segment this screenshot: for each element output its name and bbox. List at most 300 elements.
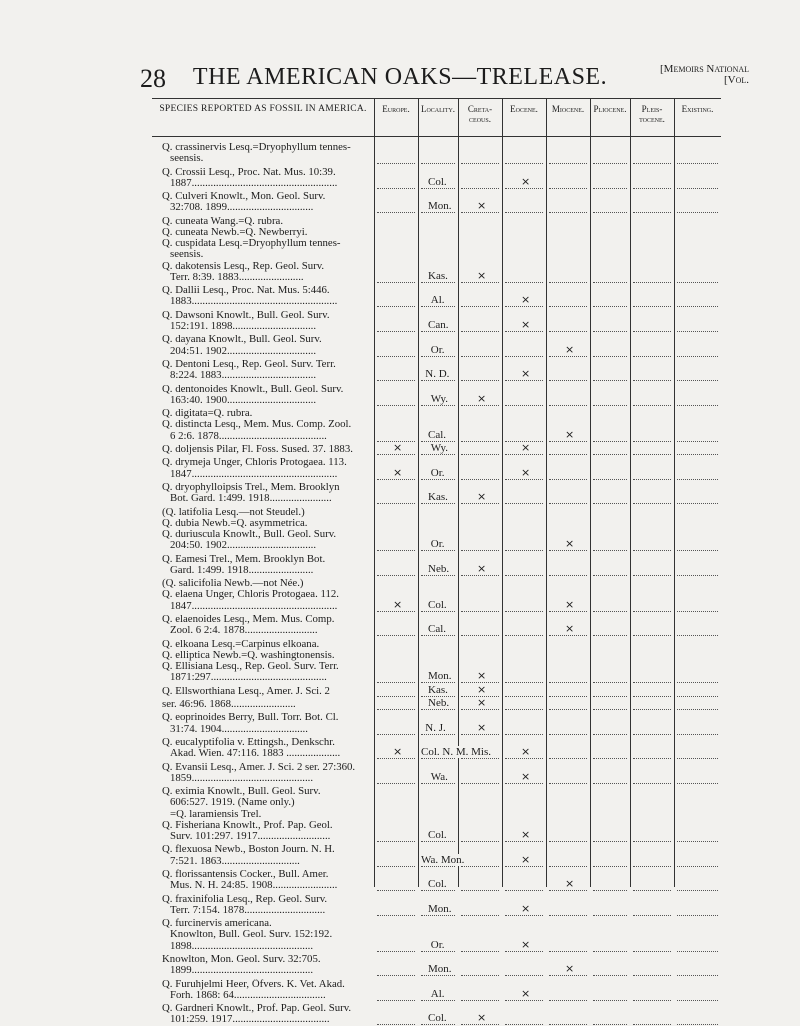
table-row: [152, 669, 721, 684]
dot-leader: [377, 540, 415, 551]
species-line: Q. cuspidata Lesq.=Dryophyllum tennes-: [162, 238, 341, 250]
dot-leader: [549, 1014, 587, 1025]
dot-leader: [549, 941, 587, 952]
dot-leader: [593, 321, 627, 332]
occurrence-mark: ×: [521, 901, 531, 915]
species-line: seensis.: [170, 249, 204, 261]
dot-leader: [461, 625, 499, 636]
dot-leader: [377, 272, 415, 283]
species-line: Q. Dallii Lesq., Proc. Nat. Mus. 5:446.: [162, 285, 330, 297]
table-row: [152, 622, 721, 637]
dot-leader: [593, 202, 627, 213]
dot-leader: [593, 493, 627, 504]
dot-leader: [377, 395, 415, 406]
table-row: [152, 986, 721, 1002]
dot-leader: [549, 773, 587, 784]
species-line: Q. elaena Unger, Chloris Protogaea. 112.: [162, 589, 339, 601]
dot-leader: [461, 444, 499, 455]
dot-leader: [593, 905, 627, 916]
dot-leader: [461, 431, 499, 442]
species-line: =Q. laramiensis Trel.: [170, 808, 262, 820]
occurrence-mark: ×: [521, 318, 531, 331]
locality-cell: Kas.: [428, 269, 448, 282]
occurrence-mark: ×: [477, 199, 487, 213]
dot-leader: [377, 699, 415, 710]
dot-leader: [505, 431, 543, 442]
table-row: [152, 937, 721, 953]
dot-leader: [677, 444, 718, 455]
dot-leader: [677, 346, 718, 357]
species-line: 101:259. 1917....................................: [170, 1014, 330, 1026]
occurrence-mark: ×: [521, 828, 531, 841]
dot-leader: [677, 724, 718, 735]
locality-cell: N. D.: [425, 368, 450, 381]
dot-leader: [677, 880, 718, 891]
occurrence-mark: ×: [393, 465, 403, 479]
species-line: Zool. 6 2:4. 1878...........................: [170, 625, 318, 637]
locality-cell: Or.: [430, 538, 445, 551]
species-line: (Q. latifolia Lesq.—not Steudel.): [162, 506, 305, 518]
dot-leader: [677, 1014, 718, 1025]
series-label: [596, 64, 749, 86]
dot-leader: [461, 965, 499, 976]
dot-leader: [461, 178, 499, 189]
dot-leader: [505, 724, 543, 735]
species-line: Q. Crossii Lesq., Proc. Nat. Mus. 10:39.: [162, 166, 336, 178]
dot-leader: [677, 431, 718, 442]
species-line: Q. eoprinoides Berry, Bull. Torr. Bot. Cl.: [162, 712, 339, 724]
occurrence-mark: ×: [565, 962, 575, 976]
table-row: [152, 597, 721, 613]
dot-leader: [677, 153, 718, 164]
dot-leader: [593, 748, 627, 759]
species-line: Q. digitata=Q. rubra.: [162, 408, 253, 420]
dot-leader: [633, 469, 671, 480]
dot-leader: [377, 431, 415, 442]
locality-cell: Neb.: [428, 697, 450, 709]
dot-leader: [377, 346, 415, 357]
dot-leader: [677, 831, 718, 842]
dot-leader: [461, 856, 499, 867]
dot-leader: [461, 321, 499, 332]
dot-leader: [549, 395, 587, 406]
occurrence-mark: ×: [565, 877, 575, 891]
dot-leader: [505, 540, 543, 551]
occurrence-mark: ×: [393, 745, 403, 759]
dot-leader: [421, 153, 455, 164]
dot-leader: [377, 724, 415, 735]
dot-leader: [593, 469, 627, 480]
dot-leader: [377, 672, 415, 683]
dot-leader: [677, 856, 718, 867]
dot-leader: [593, 699, 627, 710]
species-line: 6 2:6. 1878........................................: [170, 430, 327, 442]
dot-leader: [377, 856, 415, 867]
species-line: 1898.............................................: [170, 940, 314, 952]
species-line: Q. dakotensis Lesq., Rep. Geol. Surv.: [162, 260, 325, 272]
dot-leader: [505, 699, 543, 710]
species-line: Q. doljensis Pilar, Fl. Foss. Sused. 37. 1883.: [162, 444, 353, 455]
fossil-species-table: [152, 98, 721, 1026]
occurrence-mark: ×: [565, 342, 575, 356]
species-line: Akad. Wien. 47:116. 1883 ....................: [170, 748, 341, 760]
locality-cell: N. J.: [425, 721, 446, 734]
dot-leader: [377, 965, 415, 976]
dot-leader: [633, 856, 671, 867]
species-line: Knowlton, Bull. Geol. Surv. 152:192.: [170, 929, 333, 941]
species-line: 606:527. 1919. (Name only.): [170, 797, 295, 809]
species-line: Q. Culveri Knowlt., Mon. Geol. Surv.: [162, 191, 326, 203]
dot-leader: [377, 880, 415, 891]
locality-cell: Kas.: [428, 683, 448, 696]
dot-leader: [549, 672, 587, 683]
species-line: Q. eucalyptifolia v. Ettingsh., Denkschr.: [162, 737, 335, 748]
locality-cell: Wa.: [430, 770, 448, 783]
locality-cell: Col. N. M. Mis.: [421, 746, 491, 759]
species-line: Q. Fisheriana Knowlt., Prof. Pap. Geol.: [162, 819, 333, 831]
locality-cell: Col.: [428, 1012, 447, 1025]
species-line: Q. Ellsworthiana Lesq., Amer. J. Sci. 2: [162, 685, 330, 697]
dot-leader: [461, 905, 499, 916]
occurrence-mark: ×: [521, 852, 531, 866]
dot-leader: [505, 202, 543, 213]
dot-leader: [677, 625, 718, 636]
table-header-rule: [152, 136, 721, 137]
table-row: [152, 427, 721, 443]
dot-leader: [549, 905, 587, 916]
dot-leader: [377, 321, 415, 332]
table-row: [152, 877, 721, 892]
dot-leader: [593, 540, 627, 551]
header-europe: Europe.: [382, 104, 410, 114]
locality-cell: Neb.: [428, 562, 450, 575]
species-line: Terr. 8:39. 1883........................: [170, 271, 304, 283]
dot-leader: [593, 672, 627, 683]
dot-leader: [593, 601, 627, 612]
dot-leader: [593, 686, 627, 697]
dot-leader: [677, 773, 718, 784]
species-line: 8:224. 1883...................................: [170, 370, 317, 382]
dot-leader: [633, 672, 671, 683]
species-line: seensis.: [170, 153, 204, 165]
dot-leader: [377, 686, 415, 697]
occurrence-mark: ×: [521, 745, 531, 759]
table-row: [152, 199, 721, 214]
dot-leader: [677, 178, 718, 189]
species-line: Gard. 1:499. 1918........................: [170, 564, 314, 576]
species-line: Q. cuneata Wang.=Q. rubra.: [162, 215, 284, 227]
table-row: [152, 852, 721, 868]
occurrence-mark: ×: [477, 669, 487, 683]
locality-cell: Col.: [428, 598, 447, 611]
dot-leader: [549, 178, 587, 189]
header-pliocene: Pliocene.: [593, 104, 627, 114]
occurrence-mark: ×: [565, 597, 575, 611]
table-row: [152, 342, 721, 358]
table-row: [152, 465, 721, 481]
dot-leader: [677, 493, 718, 504]
occurrence-mark: ×: [521, 293, 531, 307]
dot-leader: [677, 748, 718, 759]
dot-leader: [593, 941, 627, 952]
dot-leader: [377, 905, 415, 916]
locality-cell: Cal.: [428, 623, 447, 636]
table-row: [152, 901, 721, 917]
species-line: 163:40. 1900.................................: [170, 394, 317, 406]
dot-leader: [549, 444, 587, 455]
table-row: [152, 153, 721, 165]
dot-leader: [593, 296, 627, 307]
species-line: Q. cuneata Newb.=Q. Newberryi.: [162, 227, 308, 238]
dot-leader: [593, 565, 627, 576]
species-line: 31:74. 1904................................: [170, 723, 308, 735]
dot-leader: [505, 601, 543, 612]
dot-leader: [593, 625, 627, 636]
species-line: Q. dayana Knowlt., Bull. Geol. Surv.: [162, 334, 322, 346]
species-line: (Q. salicifolia Newb.—not Née.): [162, 578, 304, 590]
dot-leader: [593, 773, 627, 784]
dot-leader: [633, 601, 671, 612]
occurrence-mark: ×: [477, 490, 487, 504]
dot-leader: [505, 686, 543, 697]
locality-cell: Can.: [428, 319, 449, 331]
table-row: [152, 268, 721, 284]
dot-leader: [633, 699, 671, 710]
occurrence-mark: ×: [521, 367, 531, 381]
dot-leader: [633, 153, 671, 164]
species-line: 1847......................................................: [170, 600, 338, 612]
header-miocene: Miocene.: [551, 104, 585, 114]
header-cretaceous: Creta-ceous.: [467, 104, 493, 124]
dot-leader: [461, 469, 499, 480]
table-row: [152, 696, 721, 711]
dot-leader: [677, 321, 718, 332]
dot-leader: [633, 965, 671, 976]
locality-cell: Col.: [428, 829, 447, 841]
occurrence-mark: ×: [521, 937, 531, 951]
dot-leader: [593, 370, 627, 381]
dot-leader: [633, 370, 671, 381]
locality-cell: Al.: [430, 294, 445, 307]
table-row: [152, 318, 721, 333]
dot-leader: [377, 370, 415, 381]
dot-leader: [677, 941, 718, 952]
occurrence-mark: ×: [393, 441, 403, 454]
dot-leader: [593, 880, 627, 891]
dot-leader: [461, 540, 499, 551]
dot-leader: [377, 493, 415, 504]
dot-leader: [593, 272, 627, 283]
table-row: [152, 769, 721, 785]
table-row: [152, 174, 721, 190]
dot-leader: [461, 831, 499, 842]
species-line: 1859.............................................: [170, 772, 314, 784]
locality-cell: Al.: [430, 987, 445, 1000]
locality-cell: Wy.: [430, 392, 449, 405]
dot-leader: [633, 346, 671, 357]
occurrence-mark: ×: [565, 537, 575, 551]
dot-leader: [633, 272, 671, 283]
dot-leader: [549, 296, 587, 307]
dot-leader: [677, 469, 718, 480]
page-number: 28: [140, 64, 166, 93]
dot-leader: [633, 905, 671, 916]
dot-leader: [677, 540, 718, 551]
occurrence-mark: ×: [477, 720, 487, 734]
dot-leader: [461, 990, 499, 1001]
table-row: [152, 367, 721, 382]
dot-leader: [549, 565, 587, 576]
dot-leader: [633, 321, 671, 332]
species-line: Q. elliptica Newb.=Q. washingtonensis.: [162, 649, 335, 661]
dot-leader: [593, 1014, 627, 1025]
species-line: Q. dubia Newb.=Q. asymmetrica.: [162, 517, 308, 529]
species-line: 7:521. 1863.............................: [170, 855, 300, 867]
locality-cell: Mon.: [428, 200, 452, 213]
header-pleistocene: Pleis-tocene.: [639, 104, 665, 124]
occurrence-mark: ×: [565, 622, 575, 636]
species-line: Terr. 7:154. 1878..............................: [170, 904, 326, 916]
dot-leader: [593, 856, 627, 867]
dot-leader: [549, 748, 587, 759]
species-line: Q. dryophylloipsis Trel., Mem. Brooklyn: [162, 482, 340, 493]
occurrence-mark: ×: [477, 696, 487, 709]
table-row: [152, 745, 721, 760]
dot-leader: [377, 831, 415, 842]
dot-leader: [593, 346, 627, 357]
dot-leader: [549, 272, 587, 283]
dot-leader: [461, 370, 499, 381]
dot-leader: [505, 153, 543, 164]
dot-leader: [549, 202, 587, 213]
dot-leader: [377, 202, 415, 213]
table-row: [152, 391, 721, 407]
dot-leader: [377, 153, 415, 164]
dot-leader: [633, 941, 671, 952]
dot-leader: [633, 831, 671, 842]
dot-leader: [677, 202, 718, 213]
dot-leader: [549, 724, 587, 735]
dot-leader: [677, 965, 718, 976]
species-line: 1883......................................................: [170, 296, 338, 308]
locality-cell: Cal.: [428, 428, 447, 441]
dot-leader: [549, 831, 587, 842]
locality-cell: Wa. Mon.: [421, 853, 465, 866]
dot-leader: [633, 395, 671, 406]
species-line: 1847......................................................: [170, 468, 338, 480]
species-line: 204:50. 1902.................................: [170, 540, 317, 552]
species-line: Q. duriuscula Knowlt., Bull. Geol. Surv.: [162, 529, 337, 540]
header-eocene: Eocene.: [510, 104, 538, 114]
dot-leader: [461, 296, 499, 307]
dot-leader: [461, 153, 499, 164]
dot-leader: [593, 990, 627, 1001]
dot-leader: [461, 346, 499, 357]
dot-leader: [633, 202, 671, 213]
dot-leader: [633, 540, 671, 551]
dot-leader: [461, 601, 499, 612]
dot-leader: [677, 601, 718, 612]
dot-leader: [633, 880, 671, 891]
locality-cell: Mon.: [428, 963, 452, 976]
locality-cell: Wy.: [430, 442, 449, 454]
dot-leader: [549, 856, 587, 867]
dot-leader: [633, 444, 671, 455]
occurrence-mark: ×: [521, 769, 531, 783]
species-line: ser. 46:96. 1868........................: [162, 699, 296, 710]
dot-leader: [633, 686, 671, 697]
header-species: SPECIES REPORTED AS FOSSIL IN AMERICA.: [159, 104, 367, 114]
species-line: Surv. 101:297. 1917...........................: [170, 831, 331, 842]
dot-leader: [505, 493, 543, 504]
dot-leader: [677, 672, 718, 683]
dot-leader: [633, 431, 671, 442]
dot-leader: [633, 724, 671, 735]
dot-leader: [549, 493, 587, 504]
dot-leader: [377, 625, 415, 636]
species-line: Q. Furuhjelmi Heer, Öfvers. K. Vet. Akad.: [162, 978, 345, 990]
dot-leader: [593, 724, 627, 735]
dot-leader: [549, 990, 587, 1001]
dot-leader: [593, 178, 627, 189]
species-line: Q. Gardneri Knowlt., Prof. Pap. Geol. Surv.: [162, 1003, 352, 1015]
occurrence-mark: ×: [521, 174, 531, 188]
dot-leader: [593, 431, 627, 442]
occurrence-mark: ×: [477, 1011, 487, 1025]
dot-leader: [677, 565, 718, 576]
occurrence-mark: ×: [477, 391, 487, 405]
species-line: Q. Evansii Lesq., Amer. J. Sci. 2 ser. 27:360.: [162, 761, 356, 773]
dot-leader: [549, 699, 587, 710]
dot-leader: [633, 565, 671, 576]
running-title: THE AMERICAN OAKS—TRELEASE.: [192, 64, 608, 90]
locality-cell: Or.: [430, 466, 445, 479]
dot-leader: [593, 965, 627, 976]
species-line: Q. crassinervis Lesq.=Dryophyllum tennes-: [162, 142, 351, 153]
dot-leader: [461, 941, 499, 952]
species-line: Q. drymeja Unger, Chloris Protogaea. 113.: [162, 457, 347, 469]
occurrence-mark: ×: [477, 268, 487, 282]
locality-cell: Or.: [430, 343, 445, 356]
dot-leader: [593, 444, 627, 455]
table-row: [152, 682, 721, 698]
species-line: Q. Dentoni Lesq., Rep. Geol. Surv. Terr.: [162, 359, 336, 370]
dot-leader: [505, 395, 543, 406]
dot-leader: [633, 990, 671, 1001]
dot-leader: [505, 880, 543, 891]
locality-cell: Col.: [428, 175, 447, 188]
locality-cell: Col.: [428, 878, 447, 891]
locality-cell: Or.: [430, 938, 445, 951]
dot-leader: [461, 880, 499, 891]
dot-leader: [677, 296, 718, 307]
occurrence-mark: ×: [521, 465, 531, 479]
table-row: [152, 962, 721, 977]
dot-leader: [677, 395, 718, 406]
dot-leader: [377, 941, 415, 952]
dot-leader: [377, 178, 415, 189]
dot-leader: [505, 965, 543, 976]
dot-leader: [377, 990, 415, 1001]
series-line-1: [Memoirs National: [660, 63, 750, 75]
species-line: Q. eximia Knowlt., Bull. Geol. Surv.: [162, 786, 321, 798]
dot-leader: [593, 831, 627, 842]
species-line: Q. furcinervis americana.: [162, 918, 272, 930]
species-line: Q. Dawsoni Knowlt., Bull. Geol. Surv.: [162, 309, 330, 321]
species-line: Bot. Gard. 1:499. 1918.......................: [170, 493, 332, 505]
dot-leader: [377, 296, 415, 307]
species-line: Q. florissantensis Cocker., Bull. Amer.: [162, 869, 329, 880]
